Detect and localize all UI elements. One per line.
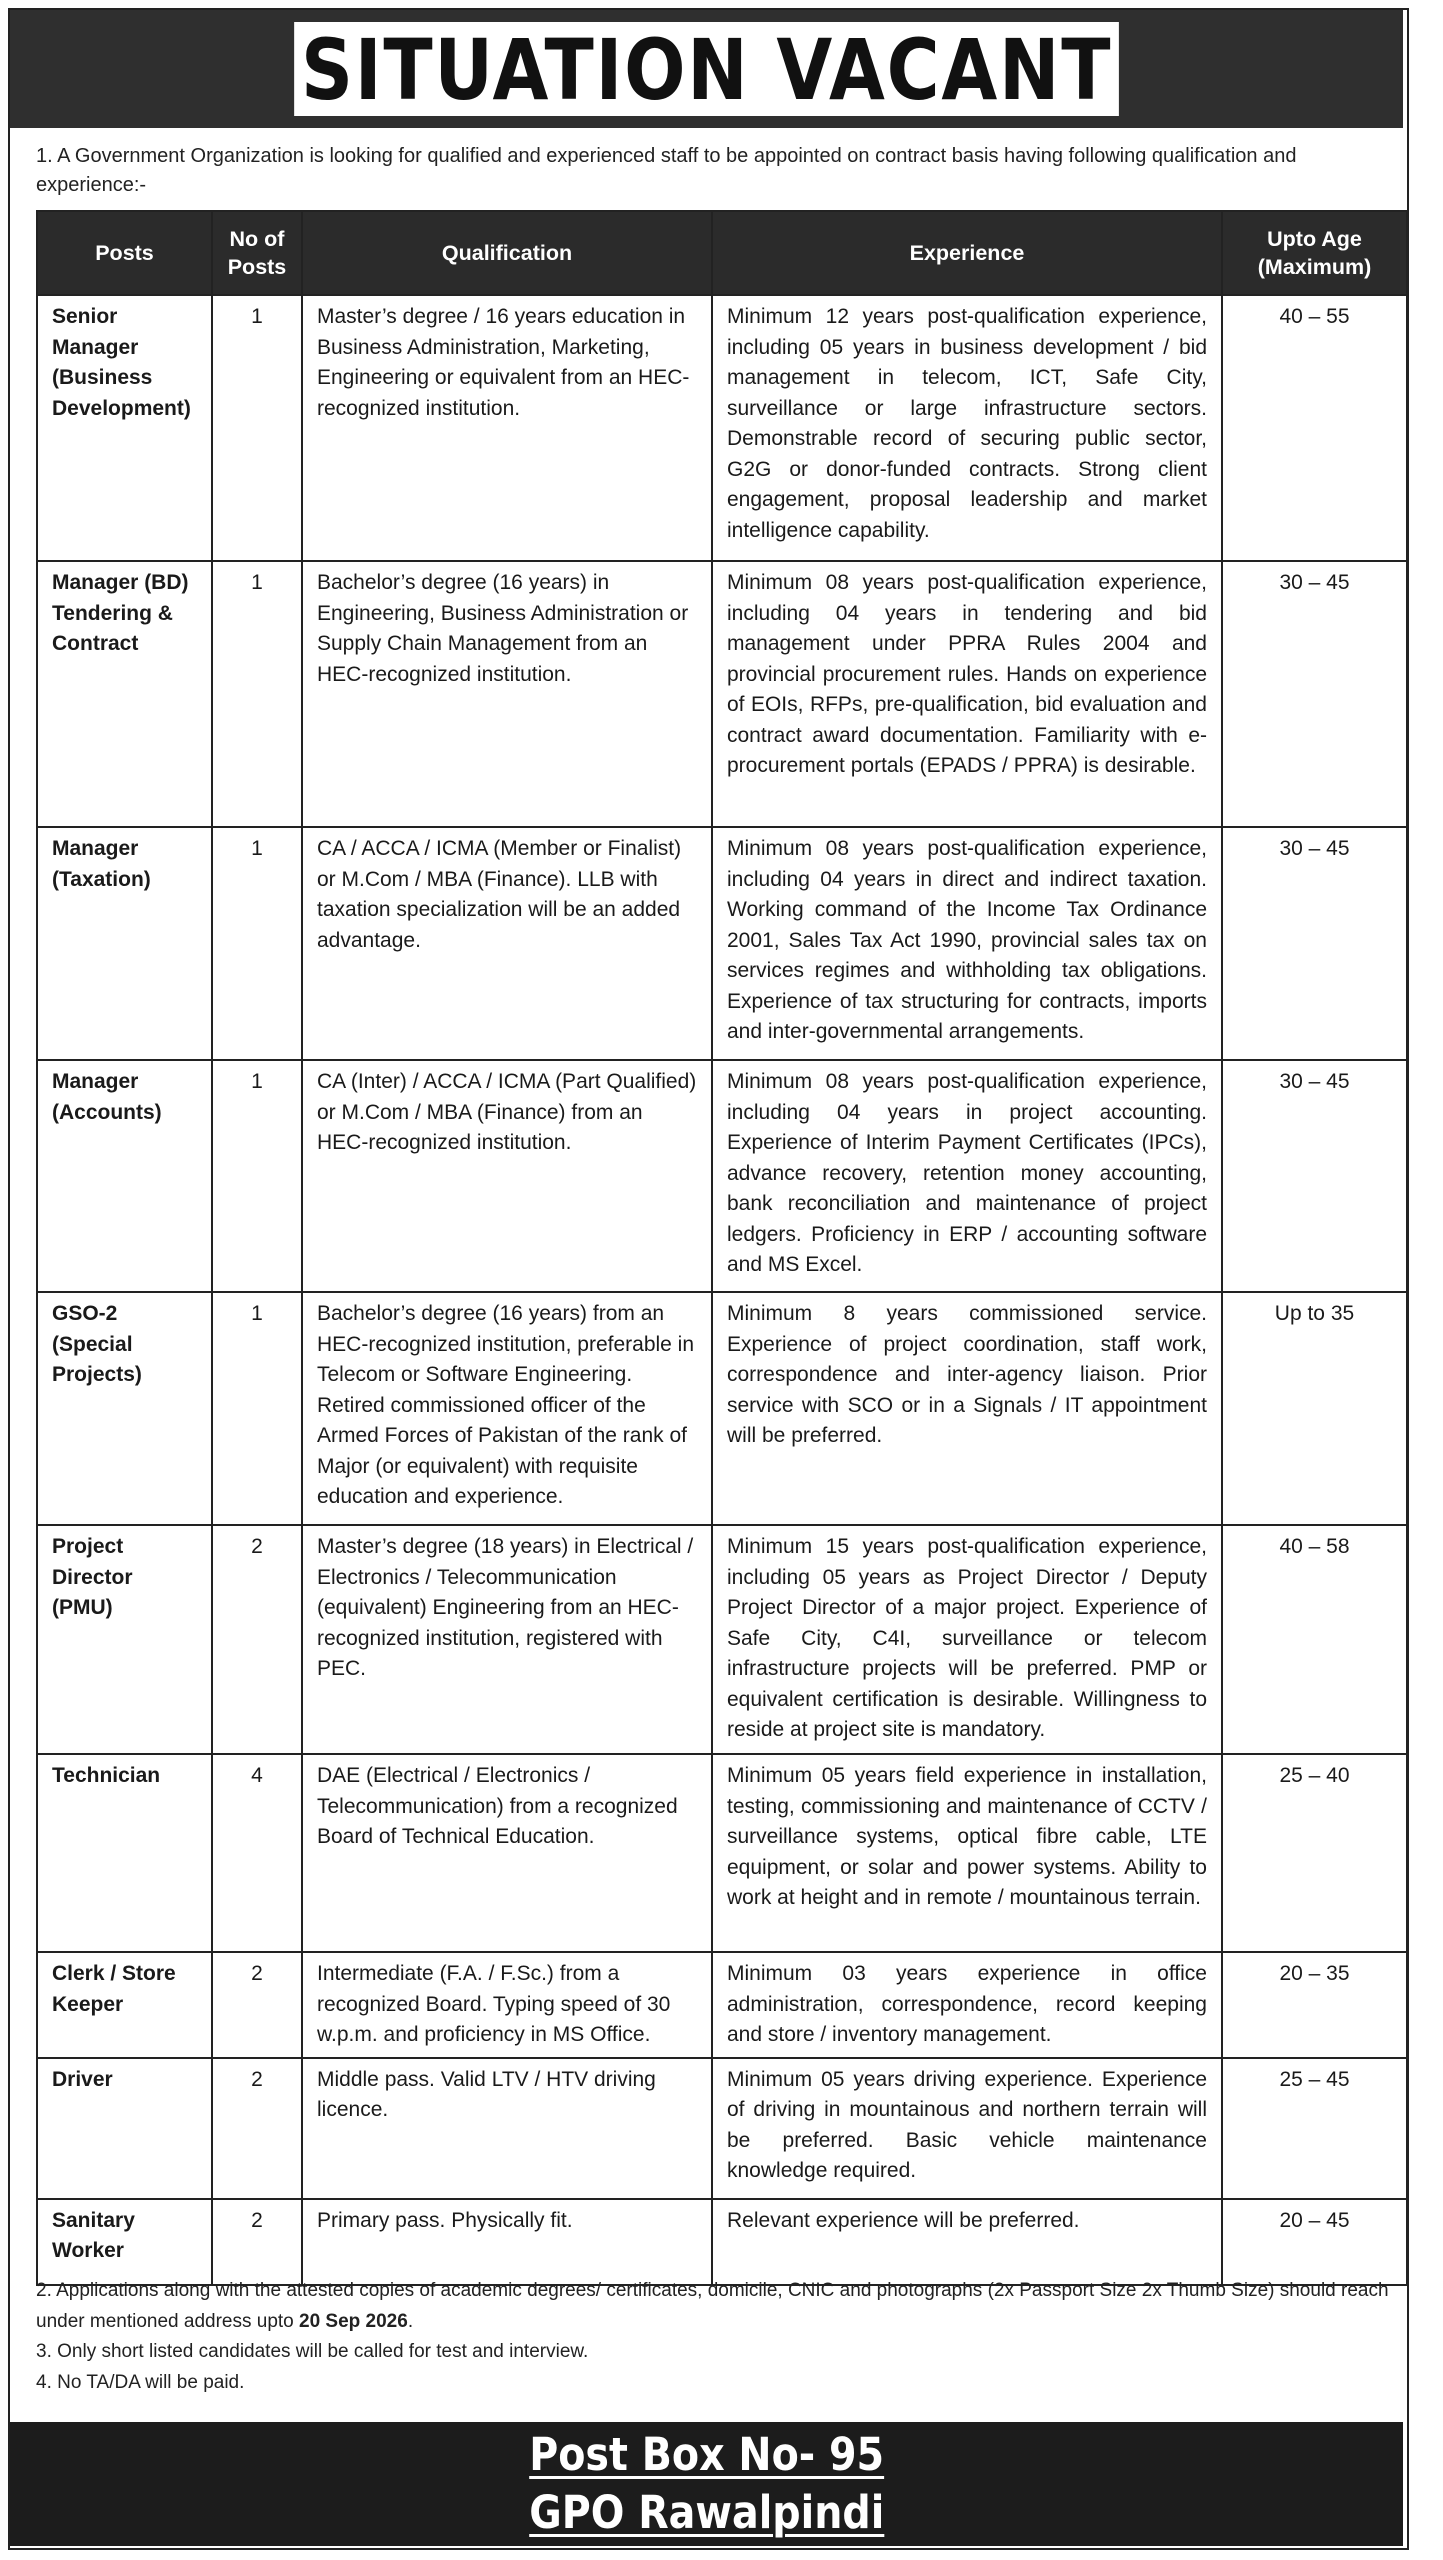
post-name: Senior Manager (Business Development)	[37, 295, 212, 561]
note-ta-da: 4. No TA/DA will be paid.	[36, 2371, 245, 2393]
age-cell: 30 – 45	[1222, 827, 1407, 1060]
age-cell: Up to 35	[1222, 1292, 1407, 1525]
vacancy-table	[36, 210, 1408, 2286]
experience-cell: Minimum 05 years driving experience. Experience of driving in mountainous and northern terrain will be preferred. Basic vehicle maintenance knowledge required.	[712, 2058, 1222, 2199]
post-count: 2	[212, 2058, 302, 2199]
header-experience: Experience	[712, 211, 1222, 295]
deadline-date: 20 Sep 2026	[299, 2310, 408, 2332]
qualification-cell: Primary pass. Physically fit.	[302, 2199, 712, 2285]
table-header-row	[37, 211, 1407, 295]
page-title: SITUATION VACANT	[294, 22, 1119, 116]
post-name: Driver	[37, 2058, 212, 2199]
qualification-cell: Bachelor’s degree (16 years) in Engineering, Business Administration or Supply Chain Management from an HEC-recognized institution.	[302, 561, 712, 827]
experience-cell: Relevant experience will be preferred.	[712, 2199, 1222, 2285]
experience-cell: Minimum 03 years experience in office administration, correspondence, record keeping and store / inventory management.	[712, 1952, 1222, 2058]
age-cell: 25 – 45	[1222, 2058, 1407, 2199]
post-count: 2	[212, 1952, 302, 2058]
table-row	[37, 1292, 1407, 1525]
table-row	[37, 827, 1407, 1060]
title-banner	[10, 10, 1403, 128]
post-count: 2	[212, 1525, 302, 1754]
table-row	[37, 2058, 1407, 2199]
header-qualification: Qualification	[302, 211, 712, 295]
experience-cell: Minimum 08 years post-qualification experience, including 04 years in tendering and bid management under PPRA Rules 2004 and provincial procurement rules. Hands on experience of EOIs, RFPs, pre-qualification, bid evaluation and contract award documentation. Familiarity with e-procurement portals (EPADS / PPRA) is desirable.	[712, 561, 1222, 827]
age-cell: 40 – 58	[1222, 1525, 1407, 1754]
post-name: Manager (Accounts)	[37, 1060, 212, 1292]
post-count: 1	[212, 827, 302, 1060]
address-footer	[10, 2422, 1403, 2546]
post-name: Technician	[37, 1754, 212, 1952]
age-cell: 20 – 45	[1222, 2199, 1407, 2285]
table-row	[37, 1952, 1407, 2058]
qualification-cell: Master’s degree / 16 years education in Business Administration, Marketing, Engineering or equivalent from an HEC-recognized institution.	[302, 295, 712, 561]
experience-cell: Minimum 08 years post-qualification experience, including 04 years in project accounting. Experience of Interim Payment Certificates (IPCs), advance recovery, retention money accounting, bank reconciliation and maintenance of project ledgers. Proficiency in ERP / accounting software and MS Excel.	[712, 1060, 1222, 1292]
post-name: Project Director (PMU)	[37, 1525, 212, 1754]
experience-cell: Minimum 05 years field experience in installation, testing, commissioning and maintenance of CCTV / surveillance systems, optical fibre cable, LTE equipment, or solar and power systems. Ability to work at height and in remote / mountainous terrain.	[712, 1754, 1222, 1952]
post-count: 1	[212, 295, 302, 561]
qualification-cell: Bachelor’s degree (16 years) from an HEC-recognized institution, preferable in Telecom or Software Engineering. Retired commissioned officer of the Armed Forces of Pakistan of the rank of Major (or equivalent) with requisite education and experience.	[302, 1292, 712, 1525]
qualification-cell: Middle pass. Valid LTV / HTV driving licence.	[302, 2058, 712, 2199]
experience-cell: Minimum 08 years post-qualification experience, including 04 years in direct and indirect taxation. Working command of the Income Tax Ordinance 2001, Sales Tax Act 1990, provincial sales tax on services regimes and withholding tax obligations. Experience of tax structuring for contracts, imports and inter-governmental arrangements.	[712, 827, 1222, 1060]
experience-cell: Minimum 15 years post-qualification experience, including 05 years as Project Director / Deputy Project Director of a major project. Experience of Safe City, C4I, surveillance or telecom infrastructure projects will be preferred. PMP or equivalent certification is desirable. Willingness to reside at project site is mandatory.	[712, 1525, 1222, 1754]
header-age: Upto Age (Maximum)	[1222, 211, 1407, 295]
post-name: GSO-2 (Special Projects)	[37, 1292, 212, 1525]
table-row	[37, 1525, 1407, 1754]
qualification-cell: Intermediate (F.A. / F.Sc.) from a recognized Board. Typing speed of 30 w.p.m. and proficiency in MS Office.	[302, 1952, 712, 2058]
header-no-of-posts: No of Posts	[212, 211, 302, 295]
experience-cell: Minimum 8 years commissioned service. Experience of project coordination, staff work, correspondence and inter-agency liaison. Prior service with SCO or in a Signals / IT appointment will be preferred.	[712, 1292, 1222, 1525]
age-cell: 20 – 35	[1222, 1952, 1407, 2058]
table-row	[37, 1754, 1407, 1952]
note-applications	[36, 2276, 1406, 2337]
table-row	[37, 561, 1407, 827]
post-name: Sanitary Worker	[37, 2199, 212, 2285]
post-name: Clerk / Store Keeper	[37, 1952, 212, 2058]
notes-section	[36, 2276, 1406, 2398]
age-cell: 40 – 55	[1222, 295, 1407, 561]
note-applications-text: 2. Applications along with the attested copies of academic degrees/ certificates, domicile, CNIC and photographs (2x Passport Size 2x Thumb Size) should reach under mentioned address upto	[36, 2280, 1389, 2332]
qualification-cell: CA / ACCA / ICMA (Member or Finalist) or M.Com / MBA (Finance). LLB with taxation specialization will be an added advantage.	[302, 827, 712, 1060]
gpo-text: GPO Rawalpindi	[528, 2486, 885, 2539]
note-shortlisted: 3. Only short listed candidates will be called for test and interview.	[36, 2341, 589, 2362]
table-row	[37, 2199, 1407, 2285]
qualification-cell: DAE (Electrical / Electronics / Telecommunication) from a recognized Board of Technical Education.	[302, 1754, 712, 1952]
note-applications-end: .	[407, 2310, 414, 2332]
age-cell: 30 – 45	[1222, 1060, 1407, 1292]
post-count: 4	[212, 1754, 302, 1952]
qualification-cell: Master’s degree (18 years) in Electrical / Electronics / Telecommunication (equivalent) Engineering from an HEC-recognized institution, registered with PEC.	[302, 1525, 712, 1754]
intro-paragraph: 1. A Government Organization is looking for qualified and experienced staff to be appointed on contract basis having following qualification and experience:-	[36, 145, 1297, 196]
age-cell: 30 – 45	[1222, 561, 1407, 827]
age-cell: 25 – 40	[1222, 1754, 1407, 1952]
header-posts: Posts	[37, 211, 212, 295]
post-count: 1	[212, 561, 302, 827]
table-row	[37, 1060, 1407, 1292]
post-box-text: Post Box No- 95	[529, 2428, 884, 2481]
experience-cell: Minimum 12 years post-qualification experience, including 05 years in business development / bid management in telecom, ICT, Safe City, surveillance or large infrastructure sectors. Demonstrable record of securing public sector, G2G or donor-funded contracts. Strong client engagement, proposal leadership and market intelligence capability.	[712, 295, 1222, 561]
post-count: 2	[212, 2199, 302, 2285]
qualification-cell: CA (Inter) / ACCA / ICMA (Part Qualified) or M.Com / MBA (Finance) from an HEC-recognized institution.	[302, 1060, 712, 1292]
post-name: Manager (Taxation)	[37, 827, 212, 1060]
post-name: Manager (BD) Tendering & Contract	[37, 561, 212, 827]
post-count: 1	[212, 1292, 302, 1525]
post-count: 1	[212, 1060, 302, 1292]
table-row	[37, 295, 1407, 561]
